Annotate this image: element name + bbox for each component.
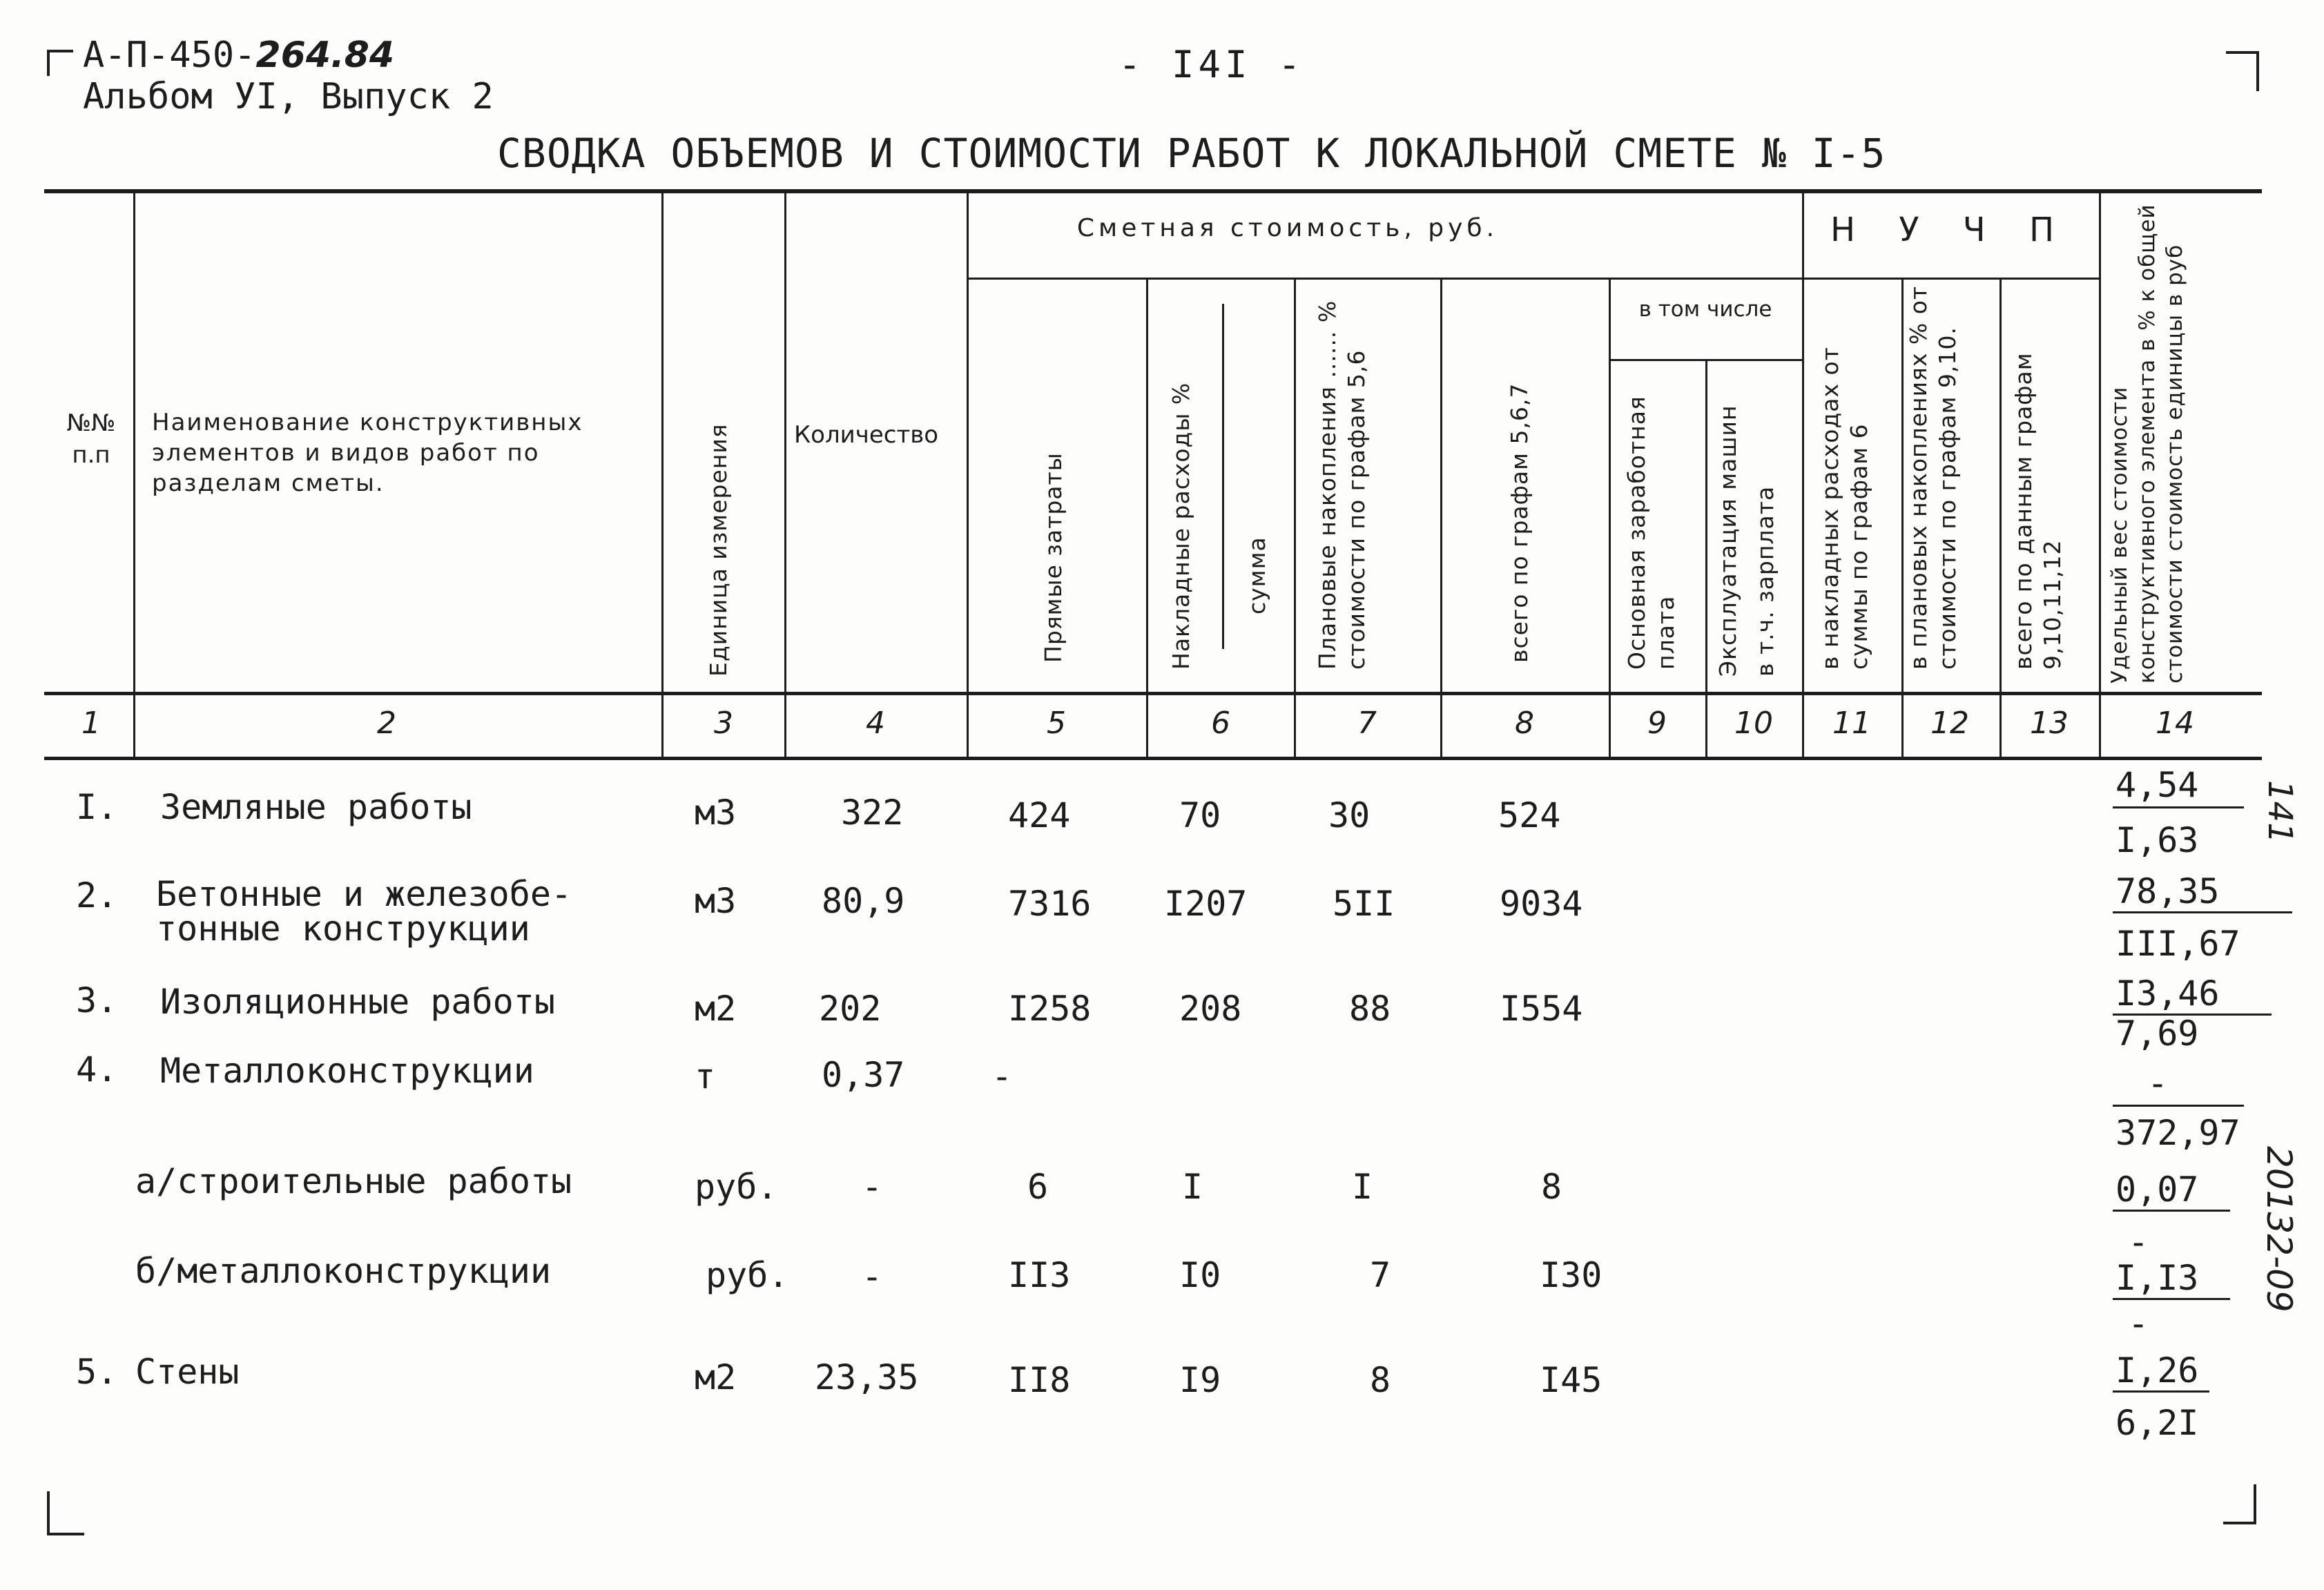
row-name: Изоляционные работы — [160, 982, 555, 1022]
column-numbers-border — [44, 757, 2262, 760]
row-name: б/металлоконструкции — [135, 1251, 552, 1291]
cost-group-divider — [967, 278, 2099, 280]
header-col-unit: Единица измерения — [705, 423, 732, 677]
header-col-overhead: Накладные расходы % — [1168, 382, 1194, 670]
weight-fraction-line — [2113, 1298, 2230, 1300]
row-weight-top: I,26 — [2115, 1350, 2199, 1390]
table-top-border — [44, 189, 2262, 193]
row-total: I554 — [1500, 989, 1583, 1029]
weight-fraction-line — [2113, 1210, 2230, 1212]
document-code-block — [83, 35, 494, 117]
row-number: 3. — [76, 980, 118, 1020]
row-weight-bottom: I,63 — [2115, 820, 2199, 860]
row-direct: 6 — [1027, 1167, 1049, 1207]
margin-page-note: 141 — [2260, 780, 2299, 844]
col-divider — [1802, 192, 1804, 758]
row-weight-bottom: III,67 — [2115, 924, 2240, 964]
header-col-13: всего по данным графам 9,10,11,12 — [2010, 352, 2066, 670]
col-divider — [1901, 278, 1904, 758]
col-number-6: 6 — [1211, 706, 1230, 741]
col-number-3: 3 — [714, 706, 733, 741]
col-number-11: 11 — [1832, 706, 1871, 741]
row-overhead: 208 — [1179, 989, 1242, 1029]
row-number: 5. — [76, 1352, 118, 1392]
col-number-1: 1 — [81, 706, 101, 741]
col-divider — [784, 192, 786, 758]
col-divider — [1609, 278, 1611, 758]
row-name: Земляные работы — [160, 787, 472, 827]
row-overhead: I207 — [1164, 884, 1248, 924]
row-accum: 8 — [1370, 1360, 1391, 1400]
row-weight-top: I3,46 — [2115, 973, 2220, 1014]
row-total: 8 — [1541, 1167, 1562, 1207]
col-divider — [133, 192, 135, 758]
col-number-9: 9 — [1647, 706, 1667, 741]
header-col-direct: Прямые затраты — [1040, 452, 1067, 663]
corner-mark-bottom-left — [47, 1491, 84, 1535]
album-label: Альбом УI, Выпуск 2 — [83, 76, 494, 117]
weight-fraction-line — [2113, 911, 2292, 913]
row-weight-bottom: - — [2128, 1303, 2149, 1344]
col-divider — [1146, 278, 1148, 758]
code-handwritten: 264.84 — [255, 35, 395, 76]
row-total: I30 — [1540, 1255, 1602, 1295]
row-name: Стены — [135, 1352, 240, 1392]
row-name-line: тонные конструкции — [156, 909, 530, 949]
header-col-quantity: Количество — [794, 421, 939, 449]
header-col-total: всего по графам 5,6,7 — [1506, 382, 1533, 663]
row-name: Металлоконструкции — [160, 1051, 534, 1091]
row-unit: м2 — [695, 989, 737, 1029]
row-weight-bottom: - — [2128, 1222, 2149, 1262]
col-divider — [661, 192, 664, 758]
margin-doc-number: 20132-09 — [2259, 1146, 2299, 1312]
corner-mark-top-left — [47, 50, 73, 76]
row-unit: т — [695, 1056, 716, 1096]
row-weight-top: 0,07 — [2115, 1170, 2199, 1210]
header-col-accum: Плановые накопления ...... % стоимости по графам 5,6 — [1314, 300, 1370, 670]
overhead-fraction-bar — [1222, 304, 1224, 649]
header-col-11: в накладных расходах от суммы по графам 6 — [1817, 347, 1872, 670]
row-total: 524 — [1498, 795, 1561, 835]
col-divider — [1440, 278, 1442, 758]
row-quantity: 0,37 — [822, 1055, 905, 1095]
row-weight-bottom: 6,2I — [2115, 1403, 2199, 1443]
row-quantity: 202 — [819, 989, 882, 1029]
header-col-overhead-sum: сумма — [1243, 536, 1270, 614]
col-number-8: 8 — [1515, 706, 1534, 741]
row-quantity: - — [862, 1167, 883, 1207]
row-unit: м3 — [695, 793, 737, 833]
corner-mark-top-right — [2226, 51, 2259, 91]
row-quantity: 80,9 — [822, 881, 905, 921]
document-title: СВОДКА ОБЪЕМОВ И СТОИМОСТИ РАБОТ К ЛОКАЛЬНОЙ СМЕТЕ № I-5 — [497, 130, 1886, 177]
row-name — [156, 874, 572, 949]
row-overhead: I — [1182, 1167, 1203, 1207]
row-direct: I258 — [1008, 989, 1092, 1029]
weight-fraction-line — [2113, 806, 2244, 808]
header-col-machines-wages: в т.ч. зарплата — [1752, 485, 1779, 677]
row-unit: руб. — [706, 1255, 789, 1295]
row-accum: 30 — [1328, 795, 1371, 835]
col-number-5: 5 — [1047, 706, 1066, 741]
row-overhead: 70 — [1179, 795, 1221, 835]
row-accum: 7 — [1370, 1255, 1391, 1295]
col-number-14: 14 — [2156, 706, 2194, 741]
header-col-number: №№ п.п — [66, 409, 116, 469]
row-quantity: - — [862, 1257, 883, 1297]
row-name-line: Бетонные и железобе- — [156, 874, 572, 914]
header-col-wages: Основная заработная плата — [1623, 396, 1679, 670]
row-accum: 5II — [1333, 884, 1395, 924]
header-group-incl: в том числе — [1638, 297, 1772, 322]
row-weight-top: 78,35 — [2115, 871, 2220, 911]
row-direct: - — [991, 1056, 1013, 1096]
row-number: 4. — [76, 1049, 118, 1089]
row-total: I45 — [1540, 1360, 1602, 1400]
row-number: 2. — [76, 875, 118, 915]
col-divider — [1705, 359, 1707, 758]
header-col-machines: Эксплуатация машин — [1714, 405, 1741, 677]
row-quantity: 322 — [841, 793, 904, 833]
row-weight-top: 4,54 — [2115, 765, 2199, 805]
col-number-13: 13 — [2030, 706, 2069, 741]
row-accum: 88 — [1349, 989, 1391, 1029]
corner-mark-bottom-right — [2223, 1484, 2256, 1524]
row-weight-bottom: 7,69 — [2115, 1014, 2199, 1054]
header-col-14: Удельный вес стоимости конструктивного элемента в % к общей стоимости стоимость единицы в руб — [2107, 204, 2187, 683]
row-weight-top: I,I3 — [2115, 1258, 2199, 1298]
row-direct: 7316 — [1008, 884, 1092, 924]
row-name: а/строительные работы — [135, 1161, 572, 1201]
col-divider — [1999, 278, 2002, 758]
header-group-cost: Сметная стоимость, руб. — [1076, 214, 1499, 242]
header-col-name: Наименование конструктивных элементов и видов работ по разделам сметы. — [152, 409, 583, 497]
weight-fraction-line — [2113, 1390, 2209, 1393]
row-quantity: 23,35 — [815, 1357, 919, 1397]
col-number-10: 10 — [1734, 706, 1773, 741]
row-unit: м2 — [695, 1357, 737, 1397]
col-number-7: 7 — [1357, 706, 1377, 741]
row-number: I. — [76, 787, 118, 827]
header-col-12: в плановых накоплениях % от стоимости по графам 9,10. — [1905, 285, 1961, 670]
header-bottom-border — [44, 692, 2262, 695]
row-unit: м3 — [695, 881, 737, 921]
row-direct: II8 — [1008, 1360, 1071, 1400]
row-weight-bottom: 372,97 — [2115, 1113, 2240, 1153]
row-direct: II3 — [1008, 1255, 1071, 1295]
header-group-nuchp: Н У Ч П — [1830, 211, 2071, 249]
col-divider — [1294, 278, 1296, 758]
col-number-12: 12 — [1930, 706, 1969, 741]
row-overhead: I9 — [1179, 1360, 1221, 1400]
col-divider — [967, 192, 969, 758]
row-direct: 424 — [1008, 795, 1071, 835]
page-number: - I4I - — [1119, 43, 1305, 86]
document-code — [83, 35, 494, 76]
row-unit: руб. — [695, 1167, 778, 1207]
weight-fraction-line — [2113, 1105, 2244, 1107]
col-number-2: 2 — [377, 706, 396, 741]
code-printed: А-П-450- — [83, 35, 256, 76]
row-accum: I — [1352, 1167, 1373, 1207]
row-weight-top: - — [2147, 1063, 2169, 1103]
col-divider — [2099, 192, 2101, 758]
col-number-4: 4 — [866, 706, 885, 741]
row-total: 9034 — [1500, 884, 1583, 924]
row-overhead: I0 — [1179, 1255, 1221, 1295]
